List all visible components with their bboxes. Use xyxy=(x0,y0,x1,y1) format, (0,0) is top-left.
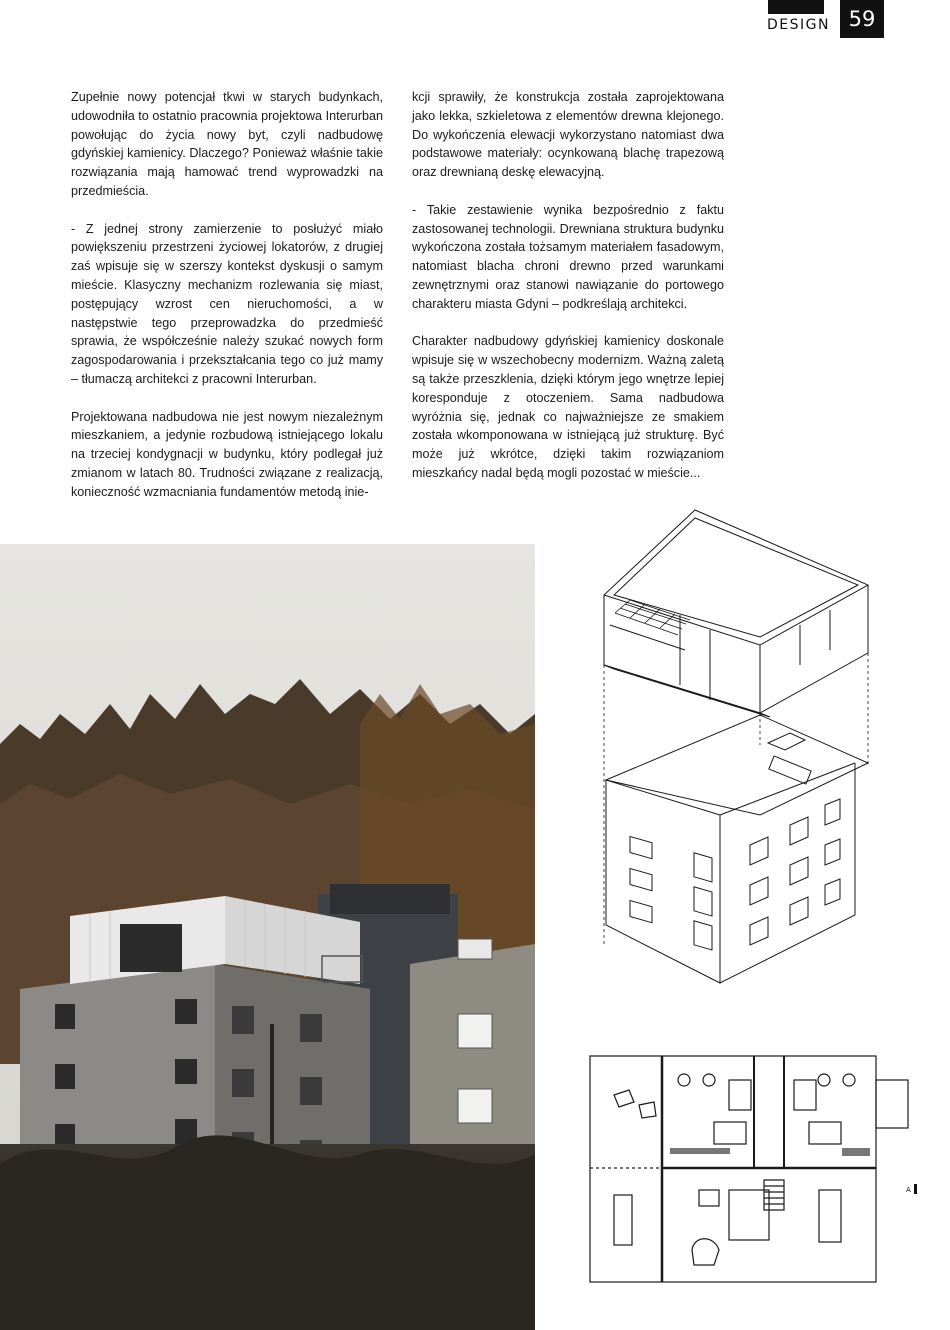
floor-plan xyxy=(584,1050,924,1290)
header-rule xyxy=(768,0,824,14)
article-left-column xyxy=(71,88,383,520)
paragraph: Projektowana nadbudowa nie jest nowym niezależnym mieszkaniem, a jedynie rozbudową istniejącego lokalu na trzeciej kondygnacji w budynku, który podlegał już zmianom w latach 80. Trudności związane z realizacją, konieczność wzmacniania fundamentów metodą inie- xyxy=(71,409,383,499)
paragraph: Zupełnie nowy potencjał tkwi w starych budynkach, udowodniła to ostatnio pracownia projektowa Interurban powołując do życia nowy byt, czyli nadbudowę gdyńskiej kamienicy. Dlaczego? Ponieważ właśnie takie rozwiązania mają hamować trend wyprowadzki na przedmieścia. xyxy=(71,90,383,198)
paragraph: Charakter nadbudowy gdyńskiej kamienicy doskonale wpisuje się w wszechobecny modernizm. Ważną zaletą są także przeszklenia, dzięki którym jego wnętrze lepiej koresponduje z otoczeniem. Sama nadbudowa wyróżnia się, jednak co najważniejsze ze smakiem została wkomponowana w istniejącą już strukturę. Być może już wkrótce, dzięki takim rozwiązaniom mieszkańcy nadal będą mogli pozostać w mieście... xyxy=(412,334,724,480)
paragraph: - Takie zestawienie wynika bezpośrednio z faktu zastosowanej technologii. Drewniana struktura budynku wykończona została tożsamym materiałem fasadowym, natomiast blacha chroni drewno przed warunkami zewnętrznymi oraz stanowi nawiązanie do portowego charakteru miasta Gdyni – podkreślają architekci. xyxy=(412,202,724,311)
section-marker: A xyxy=(906,1186,911,1194)
paragraph: - Z jednej strony zamierzenie to posłużyć miało powiększeniu przestrzeni życiowej lokatorów, z drugiej zaś wpisuje się w szerszy kontekst dyskusji o samym mieście. Klasyczny mechanizm rozlewania się miast, postępujący wzrost cen nieruchomości, a w następstwie tego przeprowadzka do przedmieść sprawia, że współcześnie należy szukać nowych form zagospodarowania i przekształcania tego co już mamy – tłumaczą architekci z pracowni Interurban. xyxy=(71,221,383,386)
building-photo xyxy=(0,544,535,1330)
section-label: DESIGN xyxy=(767,17,830,33)
page-number: 59 xyxy=(840,0,884,38)
axonometric-drawing xyxy=(590,505,890,985)
paragraph: kcji sprawiły, że konstrukcja została zaprojektowana jako lekka, szkieletowa z elementów drewna klejonego. Do wykończenia elewacji wykorzystano natomiast dwa podstawowe materiały: ocynkowaną blachę trapezową oraz drewnianą deskę elewacyjną. xyxy=(412,90,724,180)
article-right-column xyxy=(412,88,724,502)
